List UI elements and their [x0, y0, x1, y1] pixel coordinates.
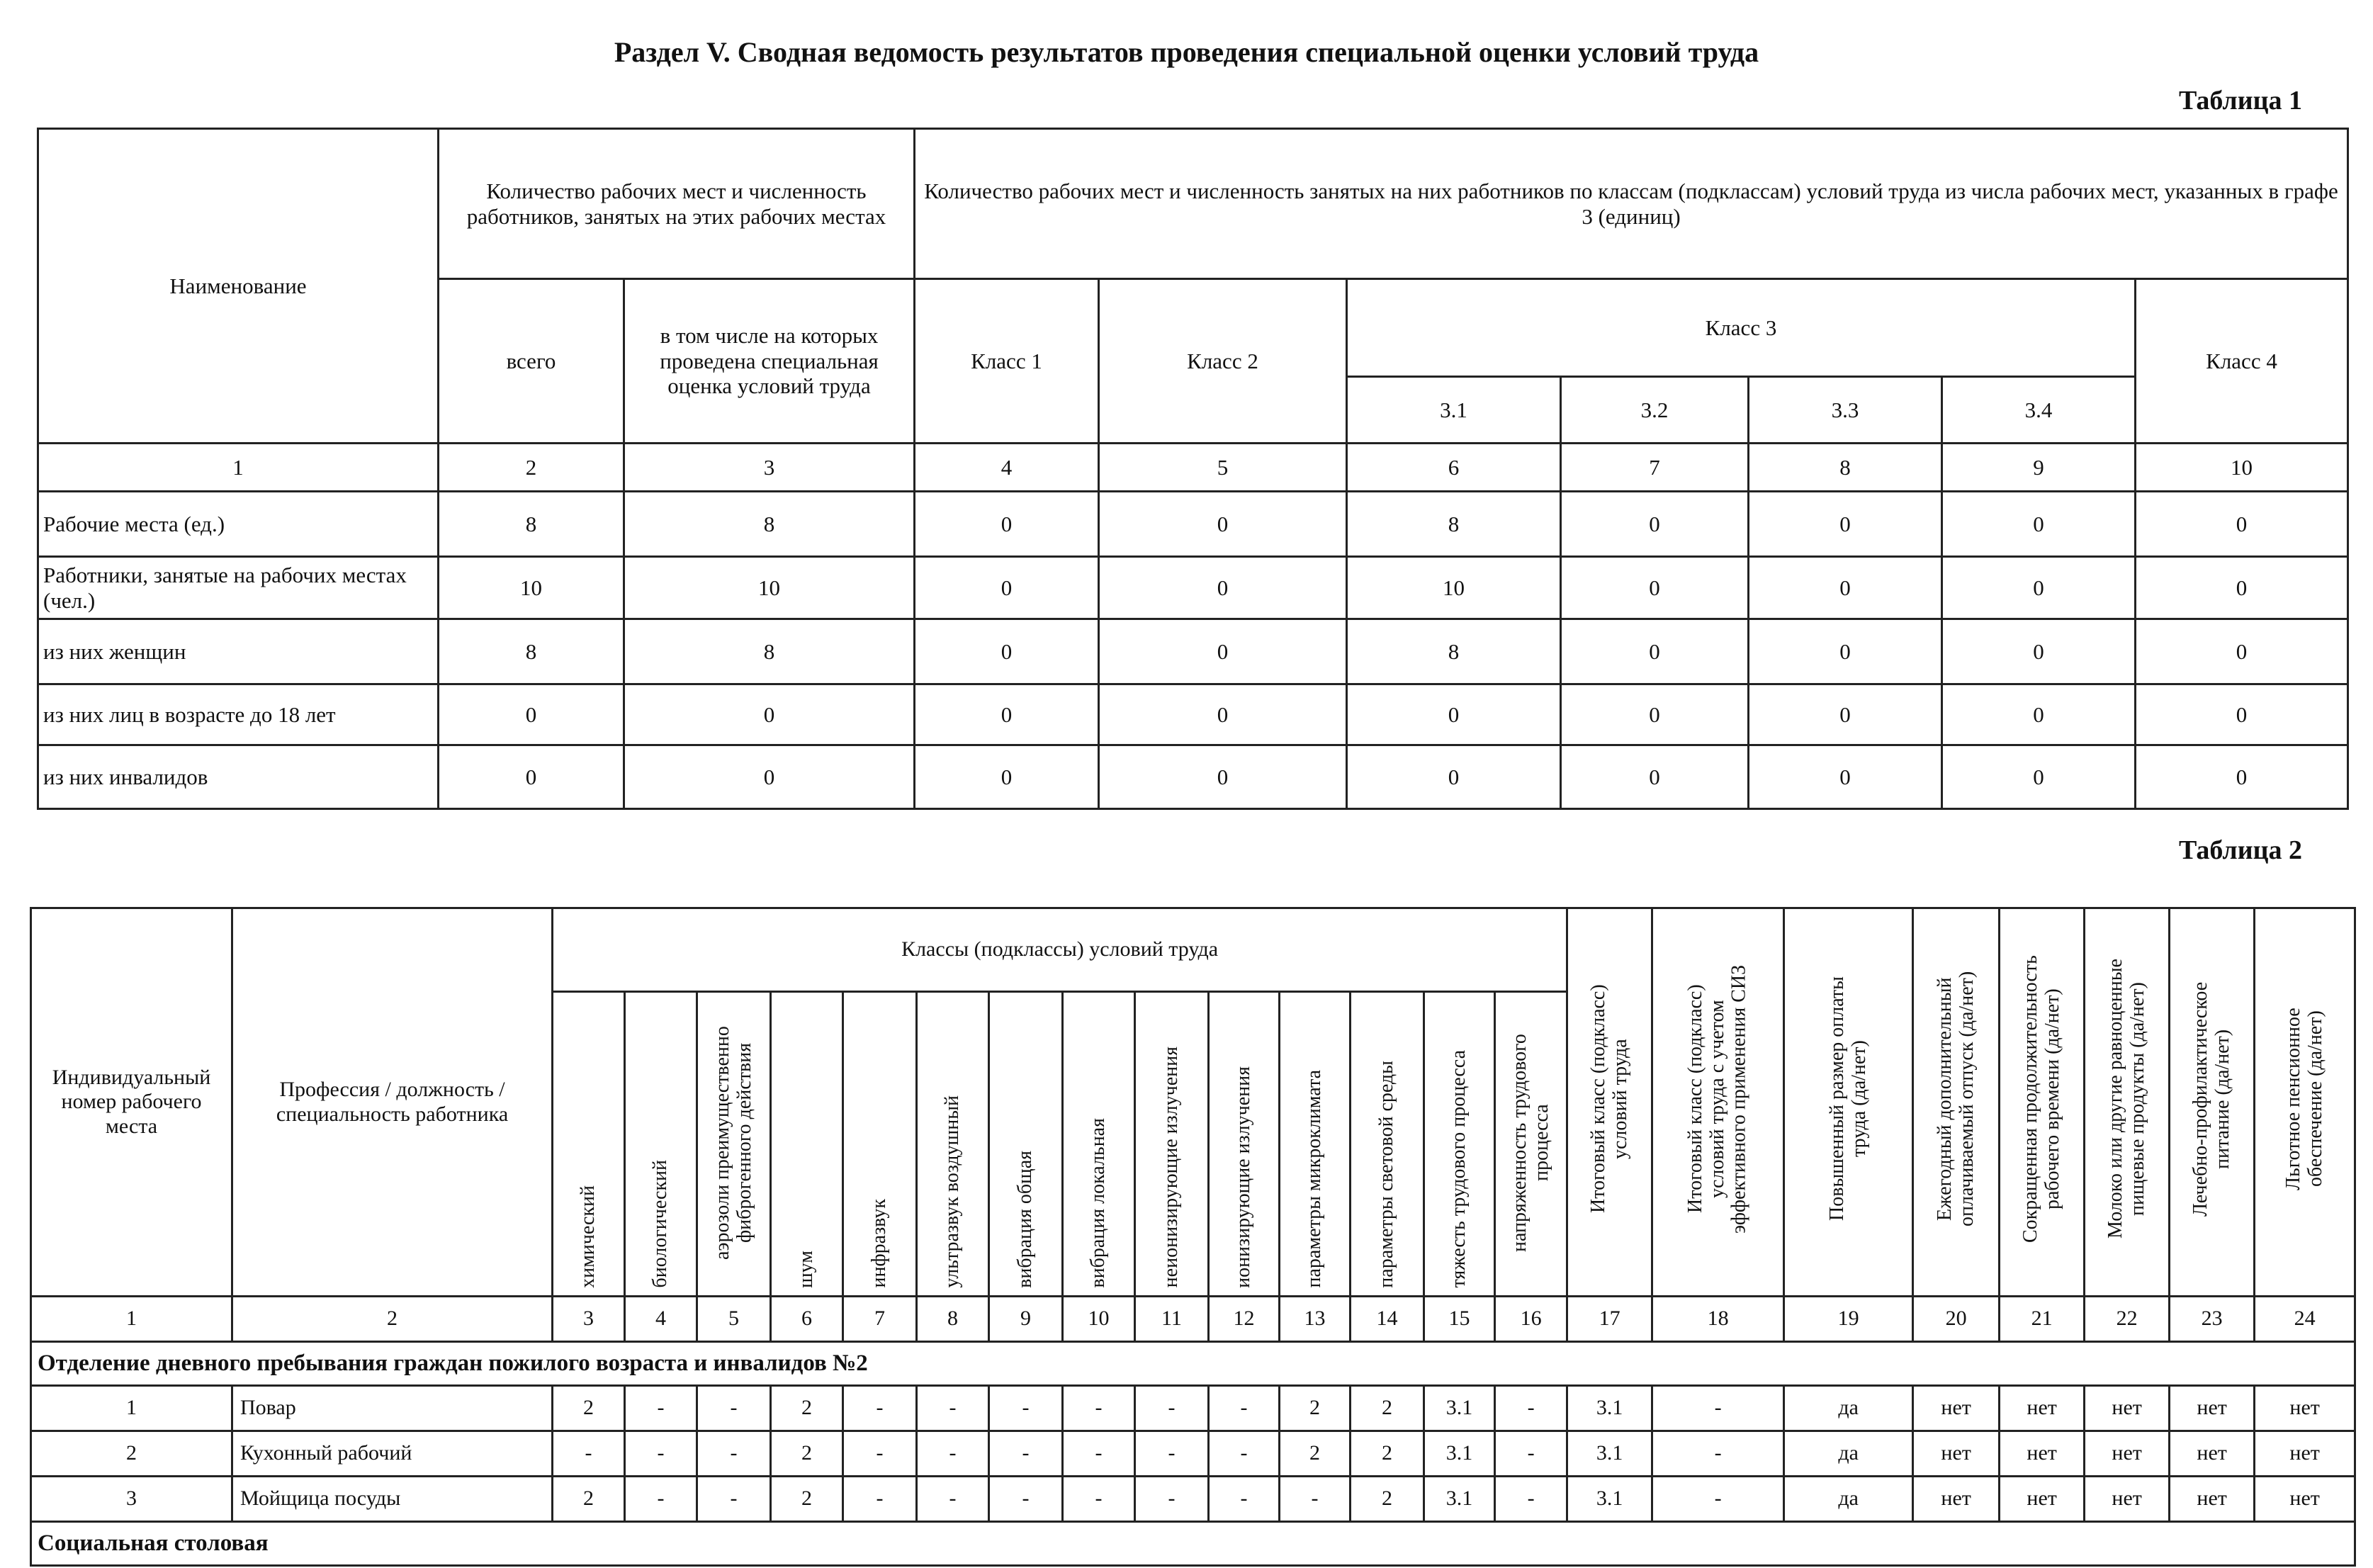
t2-cell: - [1209, 1386, 1280, 1431]
t2-row-id: 3 [31, 1477, 232, 1522]
t1-cell: 0 [1942, 745, 2136, 809]
t2-header-extra-23 [2170, 908, 2255, 1297]
t2-cell: 3.1 [1567, 1386, 1652, 1431]
t2-factor-text: ионизирующие излучения [1232, 1066, 1255, 1288]
t2-header-final-class-text: Итоговый класс (подкласс) условий труда [1586, 984, 1631, 1214]
t2-cell: да [1784, 1477, 1913, 1522]
t2-cell: 3.1 [1567, 1477, 1652, 1522]
t2-header-factor-12 [1209, 992, 1280, 1297]
t1-column-numbers [38, 444, 2348, 492]
t1-cell: 0 [1942, 684, 2136, 745]
t2-cell: - [1063, 1477, 1135, 1522]
t1-colnum-1: 1 [38, 444, 439, 492]
t2-section-2: Социальная столовая [31, 1522, 2355, 1566]
t2-header-factor-9 [989, 992, 1063, 1297]
t1-cell: 8 [1347, 492, 1561, 557]
t1-cell: 0 [439, 684, 624, 745]
t2-cell: - [1495, 1477, 1567, 1522]
t2-colnum-16: 16 [1495, 1297, 1567, 1342]
t1-colnum-7: 7 [1561, 444, 1749, 492]
t2-colnum-12: 12 [1209, 1297, 1280, 1342]
t2-colnum-5: 5 [697, 1297, 771, 1342]
t1-cell: 0 [1099, 745, 1347, 809]
t2-factor-text: химический [577, 1185, 599, 1288]
t2-section-1: Отделение дневного пребывания граждан пожилого возраста и инвалидов №2 [31, 1342, 2355, 1386]
t1-cell: 0 [1749, 745, 1942, 809]
t2-factor-text: вибрация общая [1014, 1150, 1037, 1288]
t2-colnum-13: 13 [1280, 1297, 1351, 1342]
t2-cell: - [1280, 1477, 1351, 1522]
t2-factor-text: ультразвук воздушный [941, 1095, 964, 1288]
t1-cell: 0 [1347, 684, 1561, 745]
t2-cell: нет [2085, 1431, 2170, 1477]
t1-cell: 0 [1099, 492, 1347, 557]
t2-header-factor-6 [771, 992, 843, 1297]
t1-header-name: Наименование [38, 129, 439, 444]
table2-label: Таблица 2 [2178, 835, 2302, 865]
t1-cell: 0 [1561, 557, 1749, 619]
t2-colnum-10: 10 [1063, 1297, 1135, 1342]
t2-colnum-17: 17 [1567, 1297, 1652, 1342]
t1-row [38, 745, 2348, 809]
t2-header-extra-19-text: Повышенный размер оплаты труда (да/нет) [1825, 976, 1870, 1222]
t1-cell: 0 [915, 557, 1099, 619]
t1-cell: 0 [915, 684, 1099, 745]
t2-cell: - [697, 1431, 771, 1477]
t2-header-extra-21-text: Сокращенная продолжительность рабочего времени (да/нет) [2019, 955, 2063, 1243]
t1-cell: 0 [1749, 684, 1942, 745]
t2-colnum-8: 8 [917, 1297, 989, 1342]
t2-cell: нет [2170, 1386, 2255, 1431]
t1-header-sub-3-1: 3.1 [1347, 377, 1561, 444]
t2-header-extra-23-text: Лечебно-профилактическое питание (да/нет) [2189, 981, 2233, 1217]
t2-column-numbers [31, 1297, 2355, 1342]
t2-cell: 2 [1351, 1431, 1424, 1477]
t2-header-factor-8 [917, 992, 989, 1297]
t2-header-extra-22 [2085, 908, 2170, 1297]
t2-cell: 2 [1351, 1386, 1424, 1431]
t2-row [31, 1386, 2355, 1431]
t1-header-class1: Класс 1 [915, 279, 1099, 444]
t1-colnum-4: 4 [915, 444, 1099, 492]
t1-cell: 0 [1561, 684, 1749, 745]
t1-row [38, 619, 2348, 684]
table1 [37, 128, 2349, 810]
t2-header-final-class [1567, 908, 1652, 1297]
t1-header-sub-3-2: 3.2 [1561, 377, 1749, 444]
t2-cell: - [1135, 1477, 1209, 1522]
t1-header-class4: Класс 4 [2136, 279, 2348, 444]
t2-cell: - [625, 1386, 697, 1431]
t1-cell: 0 [1942, 557, 2136, 619]
t2-row [31, 1431, 2355, 1477]
t2-cell: нет [1913, 1431, 2000, 1477]
t2-cell: - [625, 1477, 697, 1522]
t2-cell: - [1495, 1386, 1567, 1431]
t2-cell: нет [1913, 1477, 2000, 1522]
t2-row-profession: Кухонный рабочий [232, 1431, 553, 1477]
t1-cell: 0 [1561, 492, 1749, 557]
t1-cell: 10 [439, 557, 624, 619]
t2-row-id: 1 [31, 1386, 232, 1431]
t1-cell: 8 [439, 619, 624, 684]
t1-cell: 0 [915, 745, 1099, 809]
t2-cell: 2 [771, 1477, 843, 1522]
t2-header-factor-16 [1495, 992, 1567, 1297]
t2-header-factor-14 [1351, 992, 1424, 1297]
t2-cell: - [697, 1477, 771, 1522]
t2-row [31, 1477, 2355, 1522]
t1-cell: 0 [624, 745, 915, 809]
page-title: Раздел V. Сводная ведомость результатов проведения специальной оценки условий труда [614, 36, 1759, 68]
t2-colnum-4: 4 [625, 1297, 697, 1342]
t2-cell: - [989, 1431, 1063, 1477]
t1-row-label: из них женщин [38, 619, 439, 684]
t2-cell: нет [2085, 1477, 2170, 1522]
t2-cell: - [989, 1386, 1063, 1431]
t2-cell: 2 [1280, 1431, 1351, 1477]
t1-cell: 0 [624, 684, 915, 745]
t2-cell: - [1652, 1386, 1784, 1431]
t2-factor-text: шум [795, 1250, 818, 1288]
t2-cell: - [1652, 1431, 1784, 1477]
t2-cell: нет [2170, 1477, 2255, 1522]
t2-colnum-24: 24 [2255, 1297, 2355, 1342]
t2-factor-text: неионизирующие излучения [1160, 1047, 1183, 1288]
t2-colnum-6: 6 [771, 1297, 843, 1342]
t1-row-label: из них лиц в возрасте до 18 лет [38, 684, 439, 745]
t1-colnum-8: 8 [1749, 444, 1942, 492]
t2-colnum-3: 3 [553, 1297, 625, 1342]
t2-cell: 2 [1280, 1386, 1351, 1431]
t2-row-profession: Мойщица посуды [232, 1477, 553, 1522]
t1-header-class2: Класс 2 [1099, 279, 1347, 444]
t1-cell: 0 [1749, 557, 1942, 619]
t2-cell: нет [2000, 1477, 2085, 1522]
t2-cell: да [1784, 1386, 1913, 1431]
t2-cell: - [917, 1477, 989, 1522]
t1-header-class3: Класс 3 [1347, 279, 2136, 377]
t2-cell: 3.1 [1424, 1386, 1495, 1431]
t1-cell: 0 [915, 619, 1099, 684]
table2 [30, 907, 2356, 1567]
t2-header-extra-20-text: Ежегодный дополнительный оплачиваемый отпуск (да/нет) [1933, 971, 1978, 1227]
t2-header-extra-24-text: Льготное пенсионное обеспечение (да/нет) [2282, 1008, 2326, 1191]
t2-cell: нет [2000, 1386, 2085, 1431]
t1-cell: 0 [2136, 619, 2348, 684]
t1-cell: 0 [915, 492, 1099, 557]
t2-factor-text: вибрация локальная [1087, 1117, 1110, 1288]
t2-header-final-class-siz-text: Итоговый класс (подкласс) условий труда с учетом эффективного применения СИЗ [1684, 964, 1751, 1234]
t1-row [38, 492, 2348, 557]
t2-cell: 2 [553, 1477, 625, 1522]
t2-header-extra-24 [2255, 908, 2355, 1297]
t1-cell: 0 [1942, 492, 2136, 557]
t2-cell: 2 [553, 1386, 625, 1431]
t1-header-count-group: Количество рабочих мест и численность работников, занятых на этих рабочих местах [439, 129, 915, 279]
t1-cell: 0 [1347, 745, 1561, 809]
t1-header-sub-3-4: 3.4 [1942, 377, 2136, 444]
t2-cell: 3.1 [1424, 1477, 1495, 1522]
t2-colnum-1: 1 [31, 1297, 232, 1342]
t1-colnum-6: 6 [1347, 444, 1561, 492]
t2-colnum-21: 21 [2000, 1297, 2085, 1342]
t2-row-id: 2 [31, 1431, 232, 1477]
t1-row [38, 557, 2348, 619]
t2-header-extra-22-text: Молоко или другие равноценные пищевые продукты (да/нет) [2104, 959, 2148, 1239]
t2-cell: - [1652, 1477, 1784, 1522]
t2-cell: - [1495, 1431, 1567, 1477]
t2-header-extra-19 [1784, 908, 1913, 1297]
t2-factor-text: параметры световой среды [1375, 1060, 1398, 1288]
table1-label: Таблица 1 [2178, 86, 2302, 115]
t2-cell: да [1784, 1431, 1913, 1477]
t2-header-extra-21 [2000, 908, 2085, 1297]
t2-colnum-2: 2 [232, 1297, 553, 1342]
t2-cell: 3.1 [1567, 1431, 1652, 1477]
t2-colnum-22: 22 [2085, 1297, 2170, 1342]
t2-cell: - [843, 1431, 917, 1477]
t2-colnum-23: 23 [2170, 1297, 2255, 1342]
t2-header-factor-11 [1135, 992, 1209, 1297]
t2-cell: 2 [771, 1431, 843, 1477]
t2-cell: нет [2170, 1431, 2255, 1477]
t1-cell: 8 [439, 492, 624, 557]
t1-cell: 8 [624, 492, 915, 557]
t2-cell: - [1209, 1431, 1280, 1477]
t1-cell: 0 [439, 745, 624, 809]
t1-cell: 0 [1942, 619, 2136, 684]
t2-colnum-7: 7 [843, 1297, 917, 1342]
t1-cell: 0 [1099, 557, 1347, 619]
t2-header-factor-3 [553, 992, 625, 1297]
t1-colnum-5: 5 [1099, 444, 1347, 492]
t2-cell: - [1063, 1431, 1135, 1477]
t2-colnum-9: 9 [989, 1297, 1063, 1342]
t1-cell: 10 [624, 557, 915, 619]
t2-cell: - [843, 1386, 917, 1431]
t1-cell: 0 [1099, 684, 1347, 745]
t1-header-total: всего [439, 279, 624, 444]
t1-row-label: Рабочие места (ед.) [38, 492, 439, 557]
t1-cell: 0 [2136, 684, 2348, 745]
t1-header-classes-group: Количество рабочих мест и численность занятых на них работников по классам (подклассам) условий труда из числа рабочих мест, указанных в графе 3 (единиц) [915, 129, 2348, 279]
t2-cell: - [625, 1431, 697, 1477]
t2-factor-text: инфразвук [868, 1199, 891, 1288]
t2-cell: - [1063, 1386, 1135, 1431]
t2-cell: нет [2255, 1431, 2355, 1477]
t2-cell: 2 [1351, 1477, 1424, 1522]
t1-cell: 8 [624, 619, 915, 684]
t2-header-factor-5 [697, 992, 771, 1297]
t2-factor-text: напряженность трудового процесса [1508, 1033, 1552, 1252]
t2-factor-text: параметры микроклимата [1303, 1070, 1326, 1288]
t2-header-factor-13 [1280, 992, 1351, 1297]
t2-header-factor-10 [1063, 992, 1135, 1297]
t1-colnum-9: 9 [1942, 444, 2136, 492]
t2-header-profession: Профессия / должность / специальность работника [232, 908, 553, 1297]
t2-colnum-11: 11 [1135, 1297, 1209, 1342]
t2-cell: - [1209, 1477, 1280, 1522]
t2-cell: нет [2255, 1386, 2355, 1431]
t1-row-label: Работники, занятые на рабочих местах (чел.) [38, 557, 439, 619]
t2-factor-text: тяжесть трудового процесса [1448, 1049, 1470, 1288]
t2-colnum-18: 18 [1652, 1297, 1784, 1342]
t2-cell: - [917, 1386, 989, 1431]
t1-row [38, 684, 2348, 745]
t2-cell: 2 [771, 1386, 843, 1431]
t2-cell: - [1135, 1431, 1209, 1477]
t2-cell: нет [2000, 1431, 2085, 1477]
t2-colnum-14: 14 [1351, 1297, 1424, 1342]
t2-cell: - [989, 1477, 1063, 1522]
t1-cell: 0 [2136, 492, 2348, 557]
t2-header-factor-15 [1424, 992, 1495, 1297]
t2-header-final-class-siz [1652, 908, 1784, 1297]
t2-colnum-19: 19 [1784, 1297, 1913, 1342]
t2-cell: 3.1 [1424, 1431, 1495, 1477]
t2-cell: нет [1913, 1386, 2000, 1431]
t1-row-label: из них инвалидов [38, 745, 439, 809]
t2-cell: - [697, 1386, 771, 1431]
t1-colnum-10: 10 [2136, 444, 2348, 492]
t2-row-profession: Повар [232, 1386, 553, 1431]
t1-colnum-3: 3 [624, 444, 915, 492]
t1-cell: 0 [2136, 557, 2348, 619]
t1-cell: 0 [2136, 745, 2348, 809]
t2-colnum-20: 20 [1913, 1297, 2000, 1342]
t2-cell: нет [2255, 1477, 2355, 1522]
t2-header-classes-group: Классы (подклассы) условий труда [553, 908, 1567, 992]
t2-cell: - [843, 1477, 917, 1522]
t1-cell: 0 [1749, 492, 1942, 557]
t2-header-id: Индивидуальный номер рабочего места [31, 908, 232, 1297]
t2-colnum-15: 15 [1424, 1297, 1495, 1342]
t2-cell: нет [2085, 1386, 2170, 1431]
t1-cell: 0 [1749, 619, 1942, 684]
t1-cell: 0 [1561, 619, 1749, 684]
t1-cell: 10 [1347, 557, 1561, 619]
t1-cell: 8 [1347, 619, 1561, 684]
t2-header-extra-20 [1913, 908, 2000, 1297]
t1-cell: 0 [1561, 745, 1749, 809]
t2-cell: - [1135, 1386, 1209, 1431]
t2-header-factor-7 [843, 992, 917, 1297]
t2-cell: - [917, 1431, 989, 1477]
t1-header-assessed: в том числе на которых проведена специальная оценка условий труда [624, 279, 915, 444]
t2-factor-text: биологический [649, 1159, 672, 1288]
t1-cell: 0 [1099, 619, 1347, 684]
t1-header-sub-3-3: 3.3 [1749, 377, 1942, 444]
t1-colnum-2: 2 [439, 444, 624, 492]
t2-header-factor-4 [625, 992, 697, 1297]
t2-factor-text: аэрозоли преимущественно фиброгенного действия [711, 1025, 755, 1260]
t2-cell: - [553, 1431, 625, 1477]
